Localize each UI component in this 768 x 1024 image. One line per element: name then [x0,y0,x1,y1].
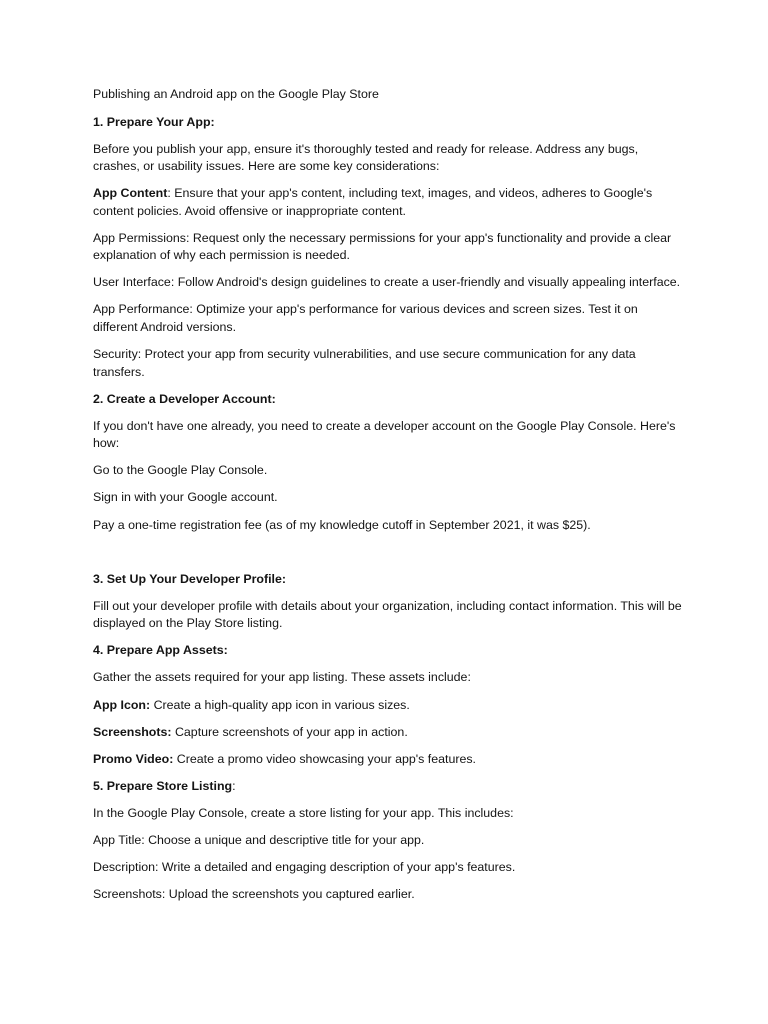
section-5-heading-colon: : [232,778,236,793]
app-title-item: App Title: Choose a unique and descriptive title for your app. [93,832,425,847]
section-4-intro: Gather the assets required for your app listing. These assets include: [93,670,471,685]
section-2-step-2: Sign in with your Google account. [93,490,278,505]
description-item: Description: Write a detailed and engaging description of your app's features. [93,860,516,875]
section-3-heading-text: 3. Set Up Your Developer Profile: [93,571,287,586]
section-1-heading [93,114,683,132]
section-2-step-1: Go to the Google Play Console. [93,463,268,478]
blank-line [93,544,683,571]
app-content-paragraph [93,185,683,220]
screenshots-label: Screenshots: [93,724,172,739]
user-interface-paragraph: User Interface: Follow Android's design guidelines to create a user-friendly and visually appealing interface. [93,275,681,290]
app-content-text: : Ensure that your app's content, including text, images, and videos, adheres to Google's content policies. Avoid offensive or inappropriate content. [93,186,653,218]
promo-video-paragraph [93,751,683,769]
section-1-intro: Before you publish your app, ensure it's thoroughly tested and ready for release. Address any bugs, crashes, or usability issues. Here are some key considerations: [93,141,639,174]
app-permissions-paragraph: App Permissions: Request only the necessary permissions for your app's functionality and provide a clear explanation of why each permission is needed. [93,230,672,263]
section-5-heading [93,778,683,796]
section-2-intro: If you don't have one already, you need to create a developer account on the Google Play Console. Here's how: [93,418,676,451]
document-page [93,86,683,913]
section-2-heading-text: 2. Create a Developer Account: [93,391,276,406]
app-performance-paragraph: App Performance: Optimize your app's performance for various devices and screen sizes. Test it on different Android versions. [93,302,638,334]
app-icon-paragraph [93,697,683,715]
screenshots-text: Capture screenshots of your app in action. [171,724,408,739]
section-5-heading-text: 5. Prepare Store Listing [93,778,233,793]
section-2-heading [93,391,683,409]
security-paragraph: Security: Protect your app from security vulnerabilities, and use secure communication for any data transfers. [93,347,636,379]
screenshots-paragraph [93,724,683,742]
promo-video-text: Create a promo video showcasing your app's features. [173,751,476,766]
promo-video-label: Promo Video: [93,751,174,766]
app-content-label: App Content [93,186,168,201]
section-4-heading [93,642,683,660]
section-5-intro: In the Google Play Console, create a store listing for your app. This includes: [93,805,514,820]
app-icon-text: Create a high-quality app icon in various sizes. [150,697,410,712]
section-3-heading [93,571,683,589]
section-1-heading-text: 1. Prepare Your App: [93,114,215,129]
screenshots-upload-item: Screenshots: Upload the screenshots you captured earlier. [93,887,415,902]
app-icon-label: App Icon: [93,697,151,712]
document-title: Publishing an Android app on the Google Play Store [93,87,379,101]
section-2-step-3: Pay a one-time registration fee (as of my knowledge cutoff in September 2021, it was $25). [93,517,591,532]
section-3-text: Fill out your developer profile with details about your organization, including contact information. This will be displayed on the Play Store listing. [93,598,682,631]
section-4-heading-text: 4. Prepare App Assets: [93,643,228,658]
